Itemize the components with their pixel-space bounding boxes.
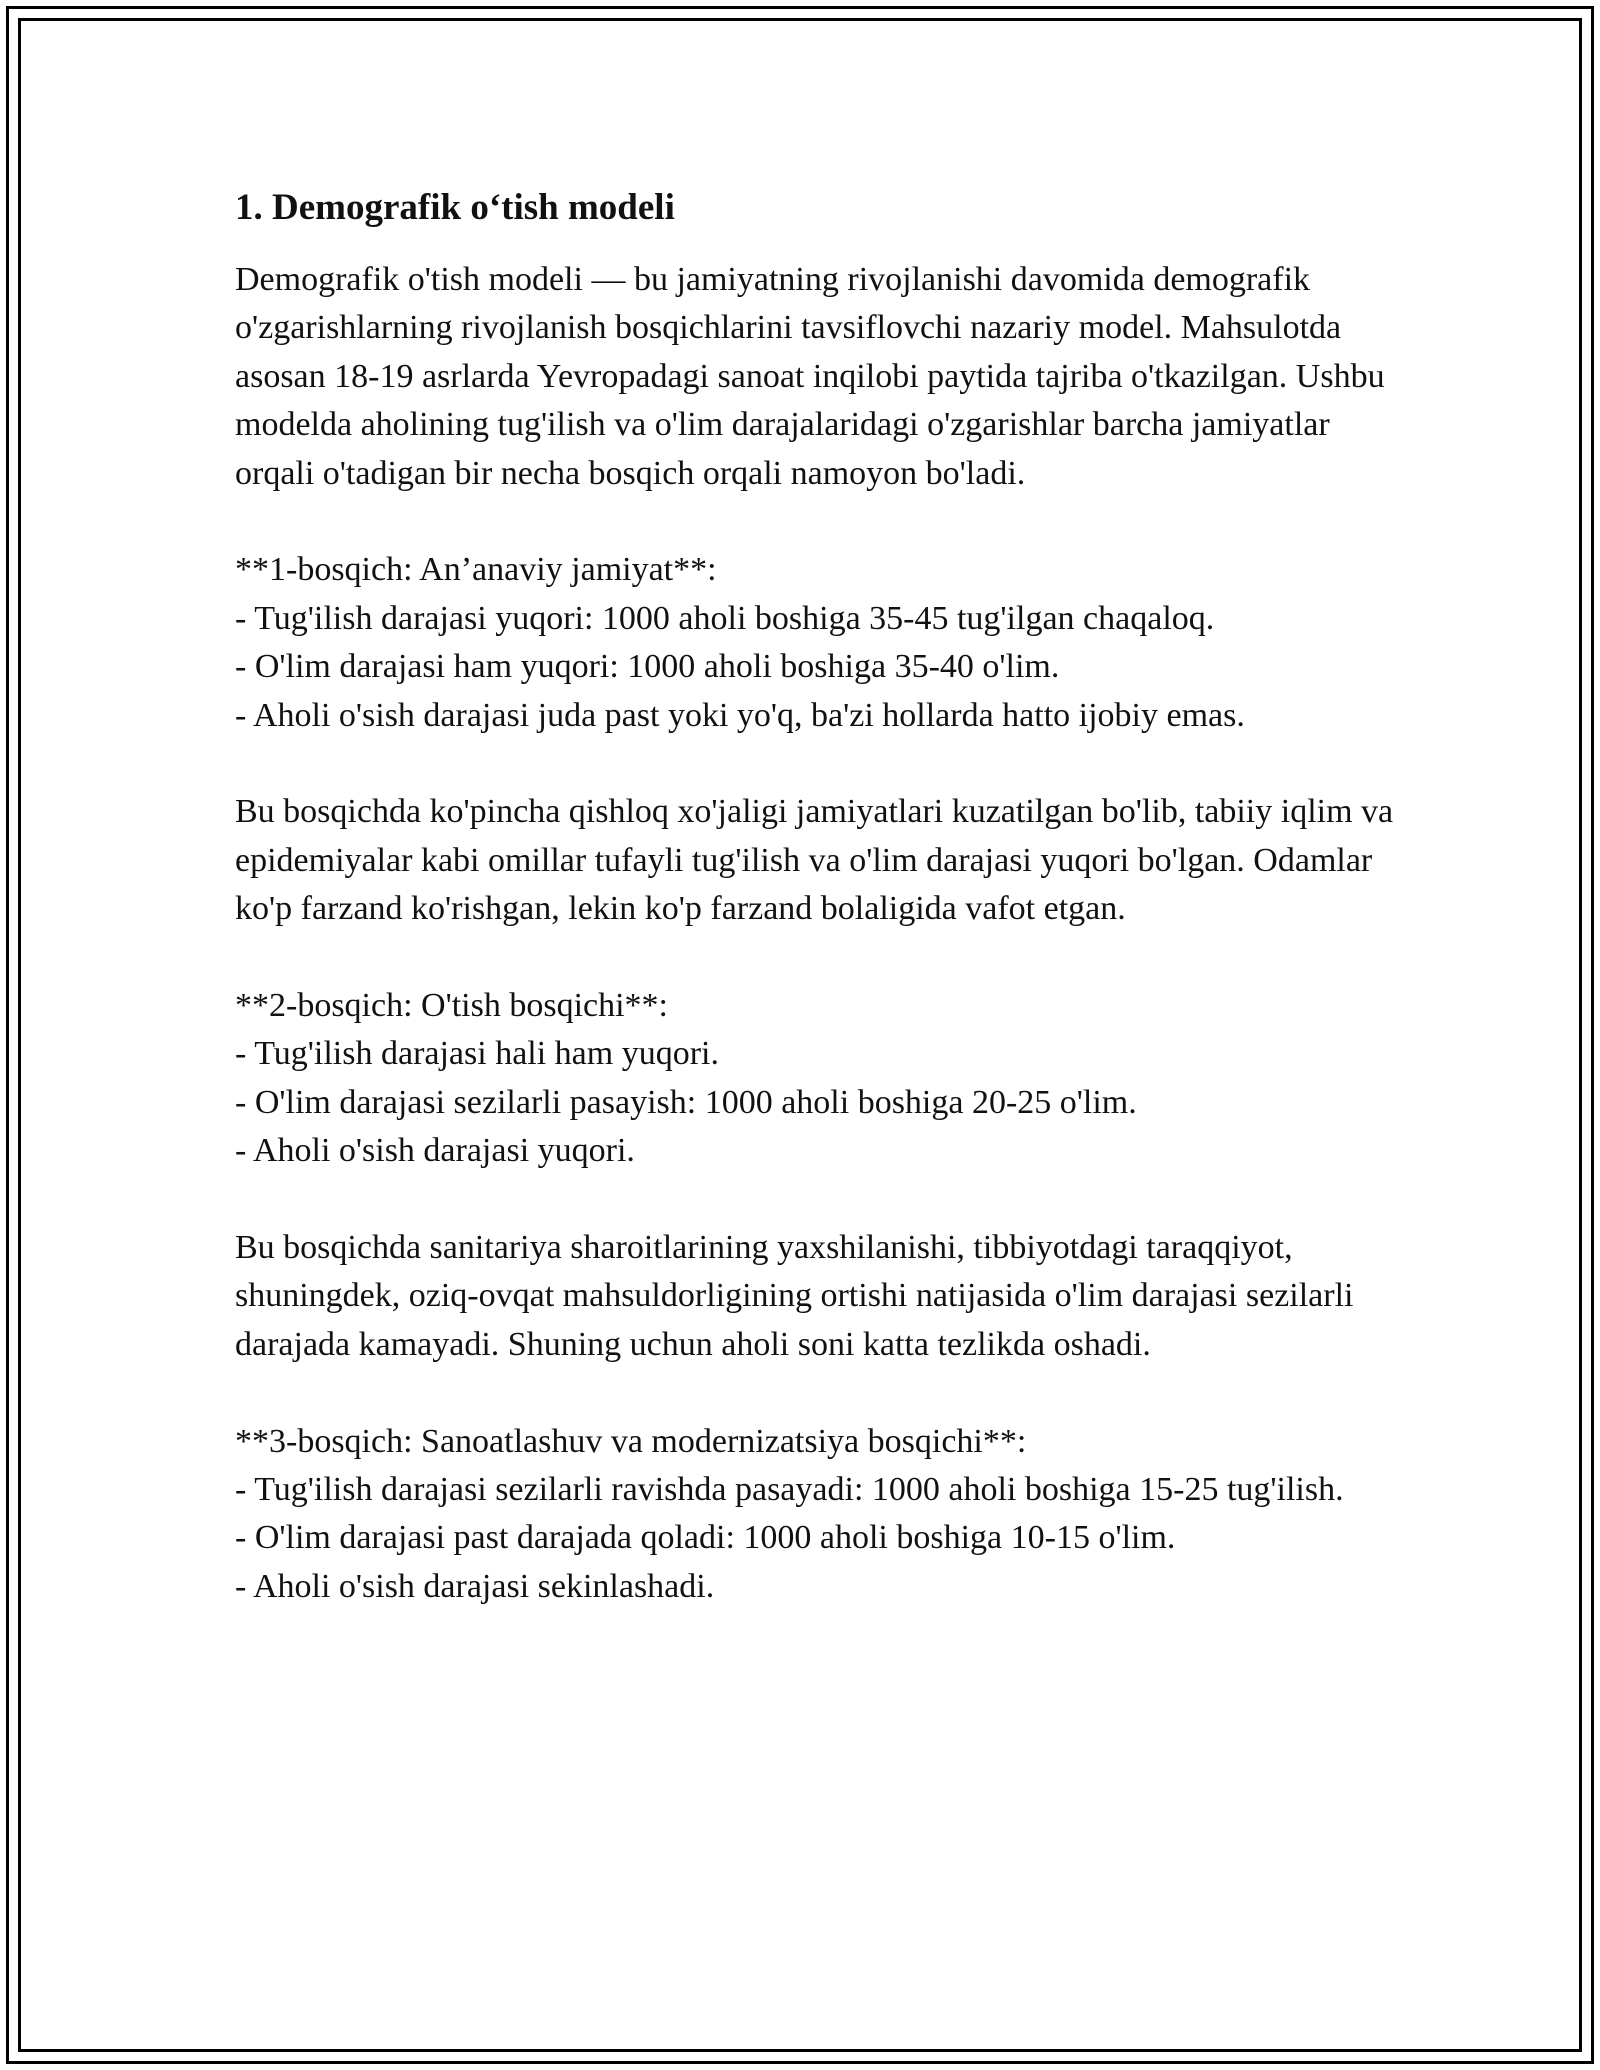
spacer [235, 1369, 1415, 1417]
stage-1-block [235, 546, 1415, 740]
section-heading: 1. Demografik o‘tish modeli [235, 187, 675, 228]
spacer [235, 1176, 1415, 1224]
spacer [235, 740, 1415, 788]
stage-3-block [235, 1418, 1415, 1612]
spacer [235, 934, 1415, 982]
stage-2-item: - Tug'ilish darajasi hali ham yuqori. [235, 1035, 719, 1073]
stage-1-title: **1-bosqich: An’anaviy jamiyat**: [235, 551, 717, 589]
document-body [235, 184, 1415, 1611]
stage-3-item: - Aholi o'sish darajasi sekinlashadi. [235, 1567, 715, 1605]
stage-3-item: - Tug'ilish darajasi sezilarli ravishda pasayadi: 1000 aholi boshiga 15-25 tug'ilish. [235, 1471, 1344, 1509]
stage-1-description: Bu bosqichda ko'pincha qishloq xo'jaligi jamiyatlari kuzatilgan bo'lib, tabiiy iqlim va epidemiyalar kabi omillar tufayli tug'ilish va o'lim darajasi yuqori bo'lgan. Odamlar ko'p farzand ko'rishgan, lekin ko'p farzand bolaligida vafot etgan. [235, 793, 1394, 928]
stage-2-description: Bu bosqichda sanitariya sharoitlarining yaxshilanishi, tibbiyotdagi taraqqiyot, shuningdek, oziq-ovqat mahsuldorligining ortishi natijasida o'lim darajasi sezilarli darajada kamayadi. Shuning uchun aholi soni katta tezlikda oshadi. [235, 1229, 1354, 1363]
stage-2-item: - O'lim darajasi sezilarli pasayish: 1000 aholi boshiga 20-25 o'lim. [235, 1083, 1137, 1121]
stage-3-title: **3-bosqich: Sanoatlashuv va modernizatsiya bosqichi**: [235, 1422, 1027, 1460]
stage-2-item: - Aholi o'sish darajasi yuqori. [235, 1132, 635, 1170]
stage-2-block [235, 982, 1415, 1176]
stage-1-item: - Aholi o'sish darajasi juda past yoki yo'q, ba'zi hollarda hatto ijobiy emas. [235, 696, 1245, 734]
intro-paragraph: Demografik o'tish modeli — bu jamiyatning rivojlanishi davomida demografik o'zgarishlarning rivojlanish bosqichlarini tavsiflovchi nazariy model. Mahsulotda asosan 18-19 asrlarda Yevropadagi sanoat inqilobi paytida tajriba o'tkazilgan. Ushbu modelda aholining tug'ilish va o'lim darajalaridagi o'zgarishlar barcha jamiyatlar orqali o'tadigan bir necha bosqich orqali namoyon bo'ladi. [235, 261, 1385, 492]
stage-3-item: - O'lim darajasi past darajada qoladi: 1000 aholi boshiga 10-15 o'lim. [235, 1519, 1176, 1557]
stage-1-item: - Tug'ilish darajasi yuqori: 1000 aholi boshiga 35-45 tug'ilgan chaqaloq. [235, 599, 1215, 637]
stage-2-title: **2-bosqich: O'tish bosqichi**: [235, 987, 669, 1025]
stage-1-item: - O'lim darajasi ham yuqori: 1000 aholi boshiga 35-40 o'lim. [235, 648, 1060, 686]
spacer [235, 498, 1415, 546]
